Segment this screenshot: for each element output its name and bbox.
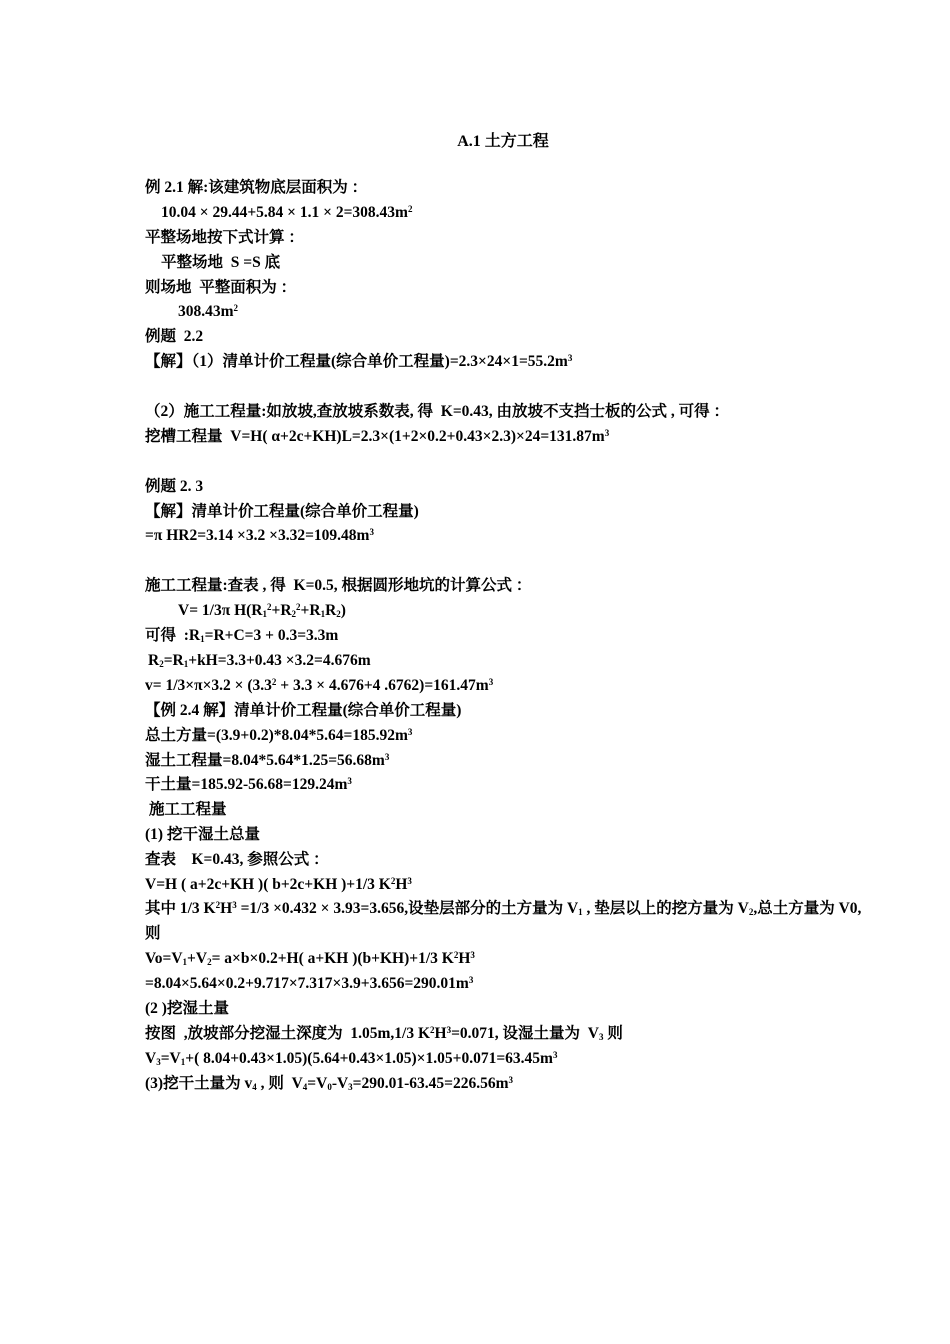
cushion-volume-paragraph: 其中 1/3 $K^2H^3 =1/3 \times 0.432 \times 3.93=3.656$,设垫层部分的土方量为 $V_1$ , 垫层以上的挖方量为 $V_2$,总土方量为 V0,则 — [145, 900, 862, 942]
example-2-1-heading: 例 2.1 解:该建筑物底层面积为 ： — [145, 179, 368, 196]
wet-soil-quantity: 湿土工程量$=8.04*5.64*1.25=56.68m^3$ — [145, 752, 390, 769]
dry-soil-quantity: 干土量$=185.92-56.68=129.24m^3$ — [145, 776, 352, 793]
leveling-area-label: 则场地 平整面积为 ： — [145, 279, 297, 296]
example-2-2-solution-1: 【解】（1）清单计价工程量(综合单价工程量)$=2.3\times 24\times 1=55.2m^3$ — [145, 353, 573, 370]
r2-calculation: $R_2=R_1+kH=3.3+0.43 \times 3.2=4.676m$ — [148, 652, 371, 669]
wet-soil-depth-line: 按图 ,放坡部分挖湿土深度为 1.05m,1/3 $K^2H^3=0.071$, 设湿土量为 $V_3$ 则 — [145, 1025, 623, 1042]
total-earthwork: 总土方量$=(3.9+0.2)*8.04*5.64=185.92m^3$ — [145, 727, 413, 744]
construction-quantity-heading: 施工工程量 — [149, 801, 227, 818]
leveling-formula-intro: 平整场地按下式计算 ： — [145, 229, 304, 246]
leveling-area-value: $308.43m^2$ — [178, 303, 239, 320]
example-2-2-heading: 例题 2.2 — [145, 328, 204, 345]
pit-volume-result: $v= 1/3\times\pi\times 3.2 \times (3.3^2 + 3.3 \times 4.676+4$ $.6762)=161.47m^3$ — [145, 677, 494, 694]
construction-quantity-intro: 施工工程量:查表 , 得 K=0.5, 根据圆形地坑的计算公式 ： — [145, 577, 532, 594]
step-1-heading: (1) 挖干湿土总量 — [145, 826, 260, 843]
step-2-heading: (2 )挖湿土量 — [145, 1000, 229, 1017]
frustum-formula: V= 1/3π $H(R_1^2+R_2^2+R_1R_2)$ — [178, 602, 346, 619]
section-title: A.1 土方工程 — [457, 133, 549, 150]
volume-general-formula: V=H ( a+2c+KH )( b+2c+KH )+1/3 $K^2H^3$ — [145, 876, 412, 893]
r1-calculation: 可得 $:R_1=R+C=3 + 0.3=3.3m$ — [145, 627, 339, 644]
total-volume-formula: $Vo=V_1+V_2= a\times b\times 0.2+H$( a+KH )(b+KH)+1/3 $K^2H^3$ — [145, 950, 475, 967]
example-2-3-heading: 例题 2. 3 — [145, 478, 204, 495]
example-2-2-solution-2: （2）施工工程量:如放坡,查放坡系数表, 得 K=0.43, 由放坡不支挡士板的公式 , 可得 ： — [145, 403, 730, 420]
total-volume-result: $=8.04\times 5.64\times 0.2+9.717\times 7.317\times 3.9+3.656=290.01m^3$ — [145, 975, 474, 992]
wet-soil-volume-result: $V_3=V_1+$( $8.04+0.43\times 1.05)(5.64+0.43\times 1.05)\times 1.05+0.071=63.45m^3$ — [145, 1050, 558, 1067]
trench-volume-formula: 挖槽工程量 V=H( $\alpha+2c+KH)L=2.3\times(1+2\times 0.2+0.43\times 2.3)\times 24=131.87m^3$ — [145, 428, 610, 445]
area-formula: $10.04 \times 29.44+5.84 \times 1.1 \times 2=308.43m^2$ — [161, 204, 413, 221]
pit-volume-formula: =π $HR2=3.14 \times 3.2 \times 3.32=109.48m^3$ — [145, 527, 374, 544]
example-2-4-heading: 【例 2.4 解】清单计价工程量(综合单价工程量) — [145, 702, 462, 719]
example-2-3-solution: 【解】清单计价工程量(综合单价工程量) — [145, 503, 419, 520]
leveling-formula: 平整场地 S =S 底 — [161, 254, 281, 271]
lookup-formula-intro: 查表 K=0.43, 参照公式 ： — [145, 851, 329, 868]
dry-soil-volume-result: (3)挖干土量为 $v_4$ , 则 $V_4=V_0-V_3=290.01-63.45=226.56m^3$ — [145, 1075, 514, 1092]
